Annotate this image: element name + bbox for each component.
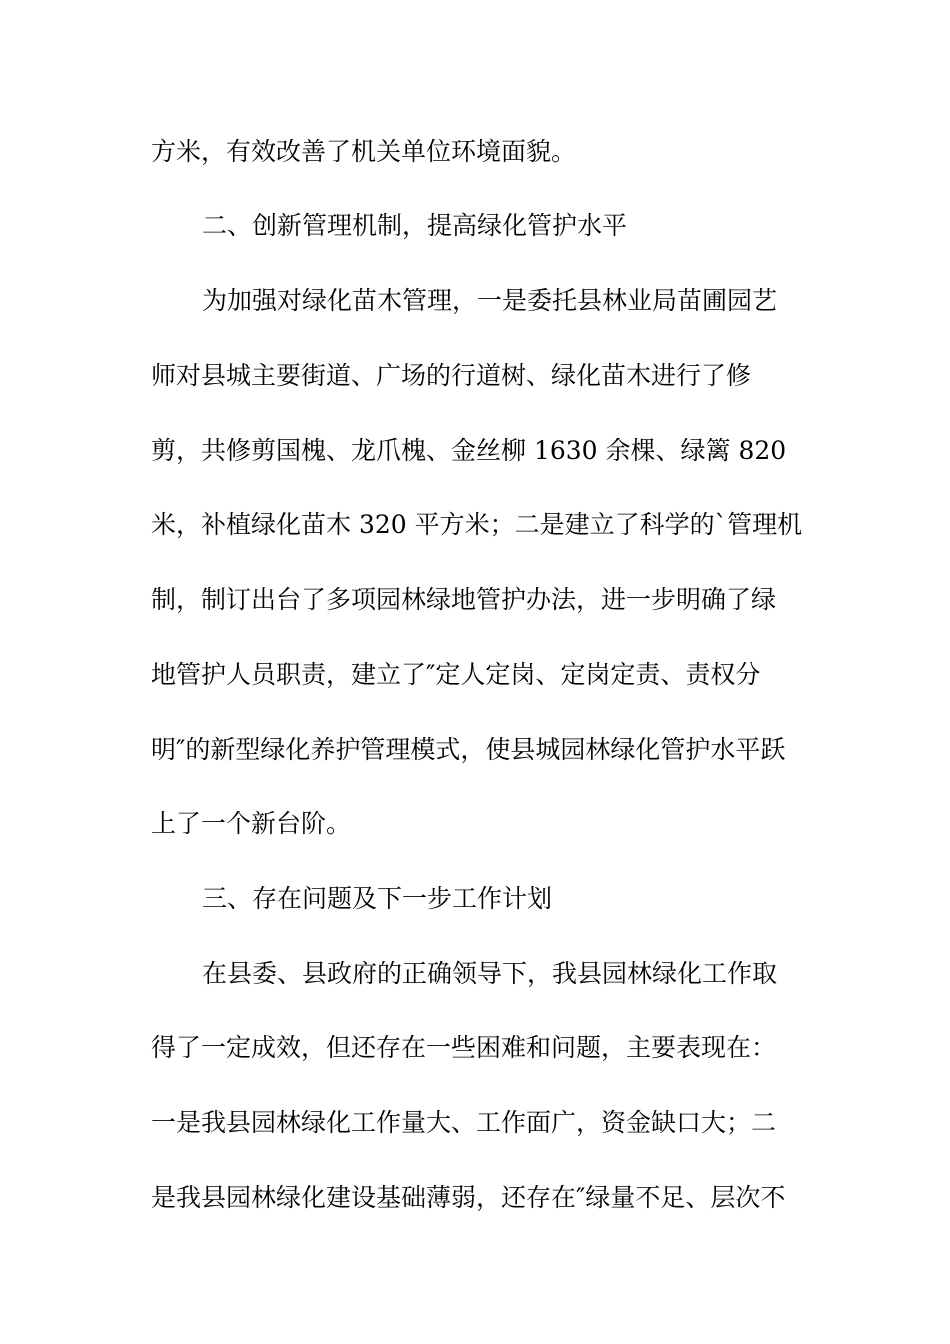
- text-line: 师对县城主要街道、广场的行道树、绿化苗木进行了修: [151, 361, 752, 390]
- text-line: 米，补植绿化苗木 320 平方米；二是建立了科学的`管理机: [151, 510, 803, 539]
- section-heading: 三、存在问题及下一步工作计划: [202, 884, 553, 913]
- text-line: 地管护人员职责，建立了″定人定岗、定岗定责、责权分: [151, 660, 761, 689]
- text-line: 明″的新型绿化养护管理模式，使县城园林绿化管护水平跃: [151, 735, 786, 764]
- section-heading: 二、创新管理机制，提高绿化管护水平: [202, 211, 628, 240]
- text-line: 一是我县园林绿化工作量大、工作面广，资金缺口大；二: [151, 1108, 777, 1137]
- text-line: 方米，有效改善了机关单位环境面貌。: [151, 137, 577, 166]
- text-line: 在县委、县政府的正确领导下，我县园林绿化工作取: [202, 959, 778, 988]
- text-line: 得了一定成效，但还存在一些困难和问题，主要表现在：: [151, 1033, 777, 1062]
- text-line: 为加强对绿化苗木管理，一是委托县林业局苗圃园艺: [202, 286, 778, 315]
- text-line: 上了一个新台阶。: [151, 809, 352, 838]
- text-line: 制，制订出台了多项园林绿地管护办法，进一步明确了绿: [151, 585, 777, 614]
- text-line: 是我县园林绿化建设基础薄弱，还存在″绿量不足、层次不: [151, 1183, 786, 1212]
- text-line: 剪，共修剪国槐、龙爪槐、金丝柳 1630 余棵、绿篱 820: [151, 436, 787, 465]
